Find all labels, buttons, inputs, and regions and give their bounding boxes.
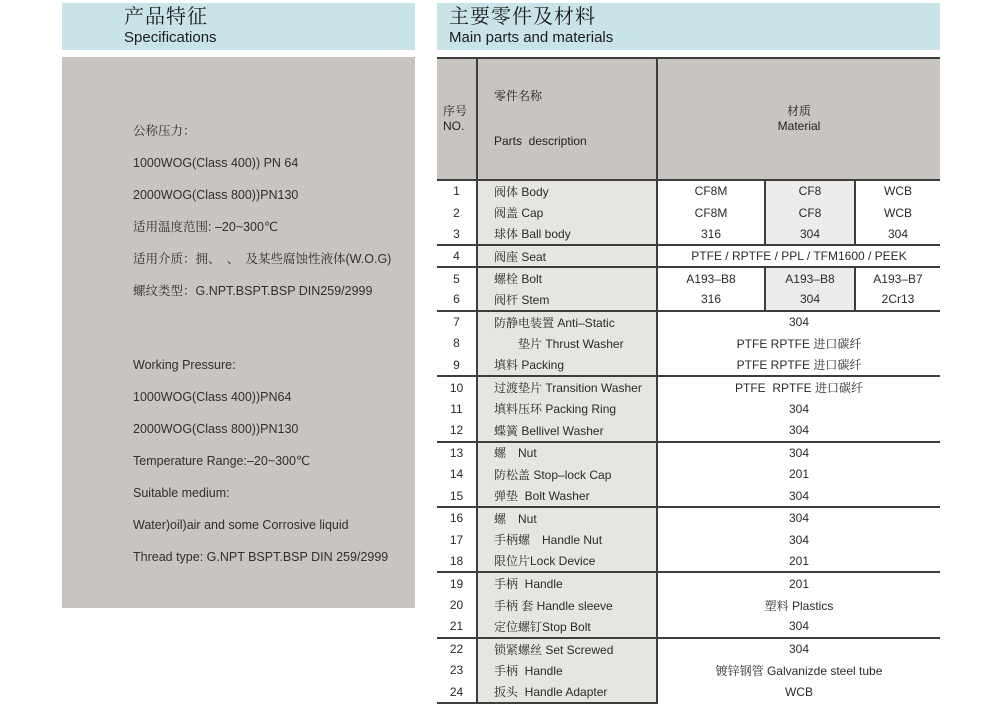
row-number: 6 <box>437 289 477 311</box>
col-header-parts-zh: 零件名称 <box>494 89 543 103</box>
table-row <box>437 224 940 246</box>
material-cell-span: 304 <box>657 529 940 551</box>
row-number: 12 <box>437 420 477 442</box>
row-number: 15 <box>437 485 477 507</box>
table-row <box>437 354 940 376</box>
table-header-row <box>437 58 940 180</box>
material-cell-span: 304 <box>657 507 940 529</box>
row-number: 16 <box>437 507 477 529</box>
part-name: 弹垫 Bolt Washer <box>477 485 657 507</box>
spec-line: 2000WOG(Class 800))PN130 <box>133 188 299 202</box>
table-row <box>437 463 940 485</box>
material-cell-span: 304 <box>657 311 940 333</box>
specifications-panel <box>62 57 415 608</box>
material-cell-span: 镀锌钢管 Galvanizde steel tube <box>657 660 940 682</box>
row-number: 11 <box>437 398 477 420</box>
table-row <box>437 245 940 267</box>
table-row <box>437 660 940 682</box>
row-number: 4 <box>437 245 477 267</box>
row-number: 13 <box>437 442 477 464</box>
spec-line: 1000WOG(Class 400))PN64 <box>133 390 292 404</box>
table-row <box>437 485 940 507</box>
table-row <box>437 572 940 594</box>
part-name: 阀盖 Cap <box>477 202 657 224</box>
part-name: 手柄 Handle <box>477 660 657 682</box>
row-number: 22 <box>437 638 477 660</box>
part-name: 手柄 Handle <box>477 572 657 594</box>
row-number: 17 <box>437 529 477 551</box>
col-header-no-zh: 序号 <box>443 104 468 118</box>
table-row <box>437 638 940 660</box>
material-cell: 2Cr13 <box>855 289 940 311</box>
spec-line: 1000WOG(Class 400)) PN 64 <box>133 156 299 170</box>
row-number: 23 <box>437 660 477 682</box>
table-row <box>437 311 940 333</box>
spec-line: Thread type: G.NPT BSPT.BSP DIN 259/2999 <box>133 550 389 564</box>
material-cell-span: 201 <box>657 572 940 594</box>
row-number: 24 <box>437 681 477 703</box>
table-row <box>437 616 940 638</box>
material-cell: 316 <box>657 224 765 246</box>
row-number: 9 <box>437 354 477 376</box>
table-row <box>437 681 940 703</box>
part-name: 定位螺钉Stop Bolt <box>477 616 657 638</box>
row-number: 14 <box>437 463 477 485</box>
material-cell: CF8M <box>657 180 765 202</box>
part-name: 螺 Nut <box>477 442 657 464</box>
part-name: 螺 Nut <box>477 507 657 529</box>
material-cell: CF8 <box>765 180 855 202</box>
part-name: 防静电装置 Anti–Static <box>477 311 657 333</box>
parts-materials-header <box>437 3 940 50</box>
table-row <box>437 529 940 551</box>
spec-line: Suitable medium: <box>133 486 230 500</box>
row-number: 7 <box>437 311 477 333</box>
material-cell-span: 304 <box>657 420 940 442</box>
row-number: 5 <box>437 267 477 289</box>
material-cell-span: 304 <box>657 485 940 507</box>
table-row <box>437 594 940 616</box>
part-name: 锁紧螺丝 Set Screwed <box>477 638 657 660</box>
row-number: 1 <box>437 180 477 202</box>
part-name: 手柄螺 Handle Nut <box>477 529 657 551</box>
spec-line: Water)oil)air and some Corrosive liquid <box>133 518 349 532</box>
material-cell: 304 <box>765 289 855 311</box>
part-name: 阀座 Seat <box>477 245 657 267</box>
spec-lines <box>62 57 415 573</box>
material-cell-span: 201 <box>657 463 940 485</box>
table-row <box>437 442 940 464</box>
part-name: 防松盖 Stop–lock Cap <box>477 463 657 485</box>
row-number: 18 <box>437 551 477 573</box>
parts-table-body <box>437 180 940 703</box>
col-header-material-en: Material <box>777 119 821 133</box>
table-row <box>437 267 940 289</box>
material-cell-span: 304 <box>657 638 940 660</box>
row-number: 20 <box>437 594 477 616</box>
table-row <box>437 551 940 573</box>
table-row <box>437 289 940 311</box>
table-row <box>437 398 940 420</box>
col-header-parts <box>477 58 657 180</box>
spec-line: 2000WOG(Class 800))PN130 <box>133 422 299 436</box>
part-name: 填料 Packing <box>477 354 657 376</box>
specifications-header <box>62 3 415 50</box>
col-header-material <box>657 58 940 180</box>
table-row <box>437 507 940 529</box>
table-row <box>437 202 940 224</box>
material-cell-span: 塑料 Plastics <box>657 594 940 616</box>
table-row <box>437 376 940 398</box>
part-name: 过渡垫片 Transition Washer <box>477 376 657 398</box>
material-cell: 316 <box>657 289 765 311</box>
row-number: 21 <box>437 616 477 638</box>
material-cell-span: 304 <box>657 616 940 638</box>
parts-materials-title-zh: 主要零件及材料 <box>449 6 596 28</box>
row-number: 19 <box>437 572 477 594</box>
table-row <box>437 180 940 202</box>
material-cell-span: WCB <box>657 681 940 703</box>
col-header-no <box>437 58 477 180</box>
part-name: 填料压环 Packing Ring <box>477 398 657 420</box>
spec-line: 螺纹类型：G.NPT.BSPT.BSP DIN259/2999 <box>133 284 373 298</box>
material-cell-span: PTFE RPTFE 进口碳纤 <box>657 354 940 376</box>
part-name: 螺栓 Bolt <box>477 267 657 289</box>
material-cell-span: PTFE / RPTFE / PPL / TFM1600 / PEEK <box>657 245 940 267</box>
col-header-parts-en: Parts description <box>494 134 587 148</box>
table-row <box>437 420 940 442</box>
material-cell: CF8M <box>657 202 765 224</box>
specifications-title-zh: 产品特征 <box>124 6 208 28</box>
part-name: 阀杆 Stem <box>477 289 657 311</box>
material-cell: 304 <box>855 224 940 246</box>
part-name: 垫片 Thrust Washer <box>477 333 657 355</box>
material-cell-span: 201 <box>657 551 940 573</box>
material-cell-span: PTFE RPTFE 进口碳纤 <box>657 376 940 398</box>
specifications-title-en: Specifications <box>124 29 217 46</box>
part-name: 蝶簧 Bellivel Washer <box>477 420 657 442</box>
material-cell: A193–B8 <box>765 267 855 289</box>
spec-line: 公称压力： <box>133 124 196 138</box>
table-row <box>437 333 940 355</box>
parts-materials-table-wrap <box>437 57 940 704</box>
material-cell: A193–B7 <box>855 267 940 289</box>
spec-line: Temperature Range:–20~300℃ <box>133 454 311 468</box>
col-header-material-zh: 材质 <box>786 104 811 118</box>
parts-materials-table <box>437 57 940 704</box>
material-cell: WCB <box>855 180 940 202</box>
material-cell: WCB <box>855 202 940 224</box>
part-name: 球体 Ball body <box>477 224 657 246</box>
spec-line: Working Pressure: <box>133 358 236 372</box>
part-name: 阀体 Body <box>477 180 657 202</box>
spec-line: 适用介质：拥、 、 及某些腐蚀性液体(W.O.G) <box>133 252 392 266</box>
row-number: 8 <box>437 333 477 355</box>
row-number: 3 <box>437 224 477 246</box>
parts-materials-title-en: Main parts and materials <box>449 29 614 46</box>
part-name: 扳头 Handle Adapter <box>477 681 657 703</box>
part-name: 手柄 套 Handle sleeve <box>477 594 657 616</box>
material-cell-span: PTFE RPTFE 进口碳纤 <box>657 333 940 355</box>
material-cell-span: 304 <box>657 398 940 420</box>
row-number: 2 <box>437 202 477 224</box>
material-cell: A193–B8 <box>657 267 765 289</box>
material-cell: 304 <box>765 224 855 246</box>
spec-line: 适用温度范围: –20~300℃ <box>133 220 278 234</box>
col-header-no-en: NO. <box>443 119 465 133</box>
part-name: 限位片Lock Device <box>477 551 657 573</box>
material-cell: CF8 <box>765 202 855 224</box>
material-cell-span: 304 <box>657 442 940 464</box>
row-number: 10 <box>437 376 477 398</box>
